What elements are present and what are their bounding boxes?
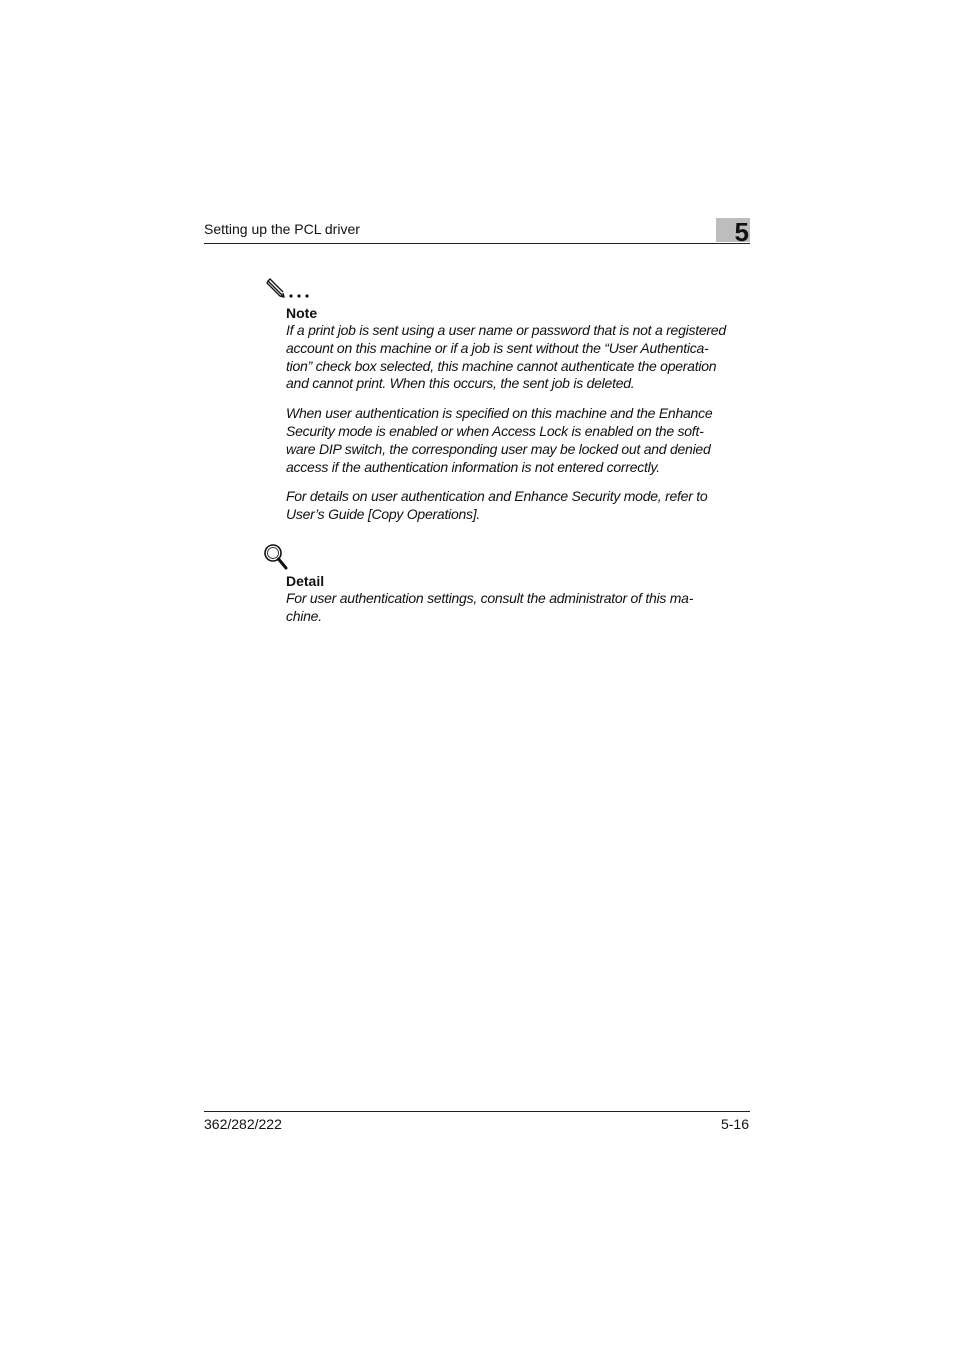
- note-section: [286, 305, 752, 524]
- magnifier-icon: [263, 543, 289, 571]
- chapter-number: 5: [734, 217, 749, 247]
- detail-section: [286, 573, 752, 626]
- note-paragraph-1: If a print job is sent using a user name or password that is not a registered account on this machine or if a job is sent without the “User Authentica- tion” check box selected, this machine cannot authenticate the operation and cannot print. When this occurs, the sent job is deleted.: [286, 322, 726, 392]
- header-title: Setting up the PCL driver: [204, 221, 360, 237]
- note-label: Note: [286, 305, 318, 321]
- footer-model: 362/282/222: [204, 1116, 282, 1132]
- footer-page-number: 5-16: [720, 1116, 749, 1132]
- detail-paragraph-1: For user authentication settings, consult the administrator of this ma- chine.: [286, 590, 694, 624]
- note-paragraph-2: When user authentication is specified on this machine and the Enhance Security mode is enabled or when Access Lock is enabled on the soft- ware DIP switch, the corresponding user may be locked out and denied access if the authentication information is not entered correctly.: [286, 405, 713, 475]
- page-header: [204, 217, 750, 247]
- note-paragraph-3: For details on user authentication and Enhance Security mode, refer to User’s Guide [Copy Operations].: [286, 488, 708, 523]
- chapter-badge: [716, 217, 750, 247]
- pencil-ellipsis-icon: [264, 277, 312, 301]
- detail-label: Detail: [286, 573, 325, 589]
- page-footer: [204, 1111, 750, 1136]
